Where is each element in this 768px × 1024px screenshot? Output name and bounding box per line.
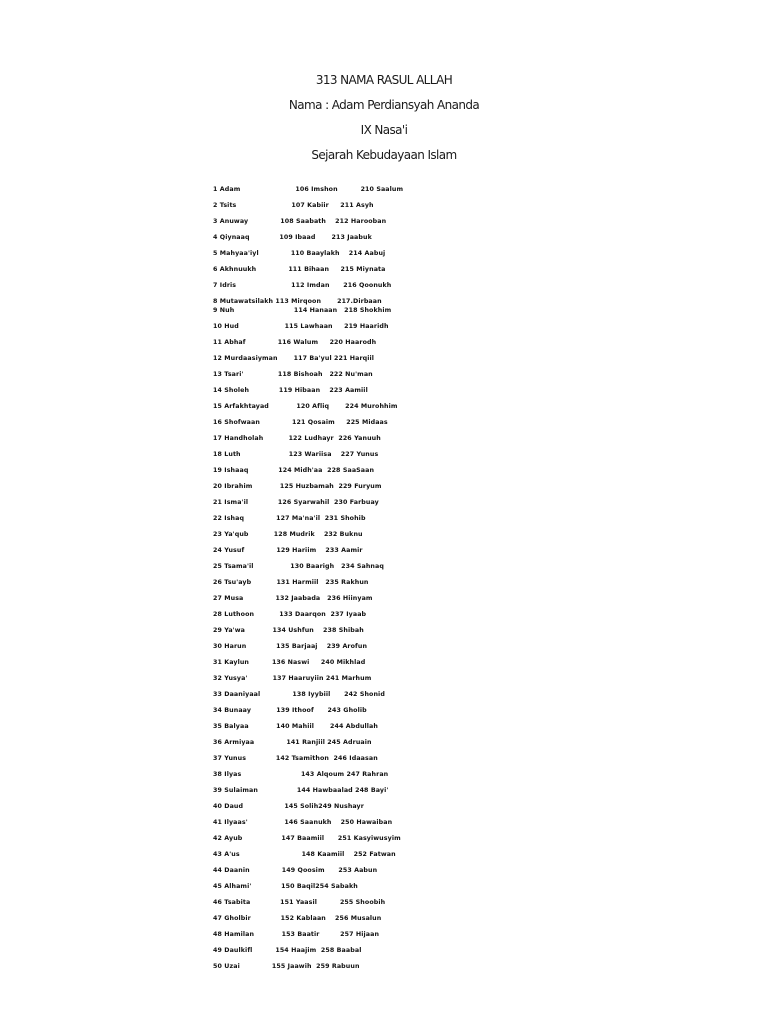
list-item: 6 Akhnuukh 111 Bihaan 215 Miynata: [213, 266, 386, 273]
list-item: 41 Ilyaas' 146 Saanukh 250 Hawaiban: [213, 819, 393, 826]
list-item: 7 Idris 112 Imdan 216 Qoonukh: [213, 282, 392, 289]
list-item: 48 Hamilan 153 Baatir 257 Hijaan: [213, 931, 380, 938]
list-item: 20 Ibrahim 125 Huzbamah 229 Furyum: [213, 483, 382, 490]
list-item: 18 Luth 123 Wariisa 227 Yunus: [213, 451, 379, 458]
list-item: 2 Tsits 107 Kabiir 211 Asyh: [213, 202, 374, 209]
list-item: 30 Harun 135 Barjaaj 239 Arofun: [213, 643, 368, 650]
list-item: 50 Uzai 155 Jaawih 259 Rabuun: [213, 963, 360, 970]
list-item: 34 Bunaay 139 Ithoof 243 Gholib: [213, 707, 367, 714]
list-item: 15 Arfakhtayad 120 Afliq 224 Murohhim: [213, 403, 398, 410]
list-item: 26 Tsu'ayb 131 Harmiil 235 Rakhun: [213, 579, 369, 586]
list-item: 11 Abhaf 116 Walum 220 Haarodh: [213, 339, 377, 346]
list-item: 3 Anuway 108 Saabath 212 Harooban: [213, 218, 387, 225]
list-item: 28 Luthoon 133 Daarqon 237 Iyaab: [213, 611, 367, 618]
list-item: 12 Murdaasiyman 117 Ba'yul 221 Harqiil: [213, 355, 375, 362]
list-item: 38 Ilyas 143 Alqoum 247 Rahran: [213, 771, 389, 778]
list-item: 27 Musa 132 Jaabada 236 Hiinyam: [213, 595, 373, 602]
list-item: 9 Nuh 114 Hanaan 218 Shokhim: [213, 307, 392, 314]
list-item: 24 Yusuf 129 Hariim 233 Aamir: [213, 547, 363, 554]
list-item: 14 Sholeh 119 Hibaan 223 Aamiil: [213, 387, 368, 394]
document-title: 313 NAMA RASUL ALLAH: [315, 73, 453, 87]
list-item: 32 Yusya' 137 Haaruyiin 241 Marhum: [213, 675, 372, 682]
list-item: 29 Ya'wa 134 Ushfun 238 Shibah: [213, 627, 364, 634]
list-item: 22 Ishaq 127 Ma'na'il 231 Shohib: [213, 515, 366, 522]
list-item: 10 Hud 115 Lawhaan 219 Haaridh: [213, 323, 389, 330]
list-item: 39 Sulaiman 144 Hawbaalad 248 Bayi': [213, 787, 389, 794]
class-name: IX Nasa'i: [360, 123, 408, 137]
list-item: 40 Daud 145 Solih249 Nushayr: [213, 803, 364, 810]
list-item: 25 Tsama'il 130 Baarigh 234 Sahnaq: [213, 563, 384, 570]
list-item: 1 Adam 106 Imshon 210 Saalum: [213, 186, 404, 193]
list-item: 8 Mutawatsilakh 113 Mirqoon 217.Dirbaan: [213, 298, 382, 305]
list-item: 17 Handholah 122 Ludhayr 226 Yanuuh: [213, 435, 381, 442]
list-item: 36 Armiyaa 141 Ranjiil 245 Adruain: [213, 739, 372, 746]
list-item: 13 Tsari' 118 Bishoah 222 Nu'man: [213, 371, 373, 378]
list-item: 19 Ishaaq 124 Midh'aa 228 SaaSaan: [213, 467, 375, 474]
list-item: 16 Shofwaan 121 Qosaim 225 Midaas: [213, 419, 388, 426]
list-item: 33 Daaniyaal 138 Iyybiil 242 Shonid: [213, 691, 385, 698]
list-item: 45 Alhami' 150 Baqil254 Sabakh: [213, 883, 358, 890]
student-name: Nama : Adam Perdiansyah Ananda: [288, 98, 480, 112]
list-item: 42 Ayub 147 Baamiil 251 Kasyiwusyim: [213, 835, 401, 842]
list-item: 31 Kaylun 136 Naswi 240 Mikhlad: [213, 659, 366, 666]
list-item: 35 Balyaa 140 Mahiil 244 Abdullah: [213, 723, 378, 730]
list-item: 47 Gholbir 152 Kablaan 256 Musalun: [213, 915, 382, 922]
list-item: 37 Yunus 142 Tsamithon 246 Idaasan: [213, 755, 378, 762]
list-item: 5 Mahyaa'iyl 110 Baaylakh 214 Aabuj: [213, 250, 386, 257]
list-item: 46 Tsabita 151 Yaasil 255 Shoobih: [213, 899, 386, 906]
list-item: 23 Ya'qub 128 Mudrik 232 Buknu: [213, 531, 363, 538]
list-item: 21 Isma'il 126 Syarwahil 230 Farbuay: [213, 499, 379, 506]
list-item: 4 Qiynaaq 109 Ibaad 213 Jaabuk: [213, 234, 372, 241]
names-list: [213, 185, 543, 978]
list-item: 43 A'us 148 Kaamiil 252 Fatwan: [213, 851, 396, 858]
list-item: 44 Daanin 149 Qoosim 253 Aabun: [213, 867, 378, 874]
list-item: 49 Daulkifl 154 Haajim 258 Baabal: [213, 947, 362, 954]
subject-name: Sejarah Kebudayaan Islam: [311, 148, 457, 162]
